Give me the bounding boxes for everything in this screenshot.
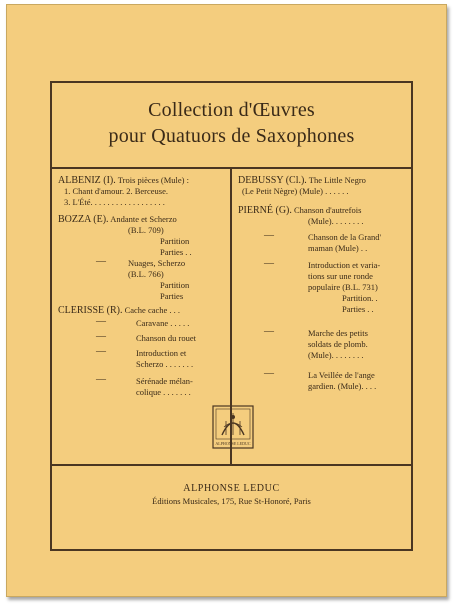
work-part: Partition	[160, 280, 190, 290]
work-title: soldats de plomb.	[308, 339, 368, 349]
publisher-logo-icon	[212, 405, 254, 449]
work-title: The Little Negro	[308, 175, 366, 185]
ditto-dash: —	[96, 316, 106, 327]
work-title: Introduction et varia-	[308, 260, 381, 270]
work-part: Parties	[160, 291, 184, 301]
work-reference: (B.L. 766)	[128, 269, 164, 279]
work-title: Chanson d'autrefois	[294, 205, 362, 215]
work-part: Parties . .	[160, 247, 192, 257]
work-title: La Veillée de l'ange	[308, 370, 375, 380]
work-title: Sérénade mélan-	[136, 376, 193, 386]
work-title: tions sur une ronde	[308, 271, 373, 281]
work-title: gardien. (Mule). . . .	[308, 381, 377, 391]
composer-name: PIERNÉ (G).	[238, 205, 292, 216]
work-title: (Mule). . . . . . . .	[308, 350, 364, 360]
work-title: populaire (B.L. 731)	[308, 282, 378, 292]
work-title: Introduction et	[136, 348, 187, 358]
pierne-entry	[238, 205, 361, 216]
work-title: (Mule). . . . . . . .	[308, 216, 364, 226]
clerisse-entry	[58, 305, 180, 316]
work-title: Nuages, Scherzo	[128, 258, 186, 268]
work-title: Chanson de la Grand'	[308, 232, 382, 242]
work-title: Chanson du rouet	[136, 333, 196, 343]
work-item: 1. Chant d'amour. 2. Berceuse.	[64, 186, 168, 196]
ditto-dash: —	[264, 258, 274, 269]
logo-lettering: ALPHONSE LEDUC	[215, 441, 251, 446]
ditto-dash: —	[96, 331, 106, 342]
score-cover	[6, 4, 447, 597]
work-part: Partition. .	[342, 293, 378, 303]
ditto-dash: —	[96, 374, 106, 385]
composer-name: ALBENIZ (I).	[58, 175, 116, 186]
ditto-dash: —	[264, 368, 274, 379]
collection-subtitle: pour Quatuors de Saxophones	[108, 125, 355, 147]
work-title: Marche des petits	[308, 328, 368, 338]
ditto-dash: —	[264, 326, 274, 337]
composer-name: BOZZA (E).	[58, 214, 109, 225]
work-item: 3. L'Été. . . . . . . . . . . . . . . . . .	[64, 197, 165, 207]
ditto-dash: —	[96, 346, 106, 357]
composer-name: DEBUSSY (Cl.).	[238, 175, 307, 186]
work-title: maman (Mule) . .	[308, 243, 368, 253]
divider-rule	[52, 464, 411, 466]
ditto-dash: —	[264, 230, 274, 241]
debussy-entry	[238, 175, 366, 186]
title-box	[52, 83, 411, 169]
work-title: colique . . . . . . .	[136, 387, 191, 397]
work-part: Parties . .	[342, 304, 374, 314]
work-title: Andante et Scherzo	[110, 214, 177, 224]
work-part: Partition	[160, 236, 190, 246]
bozza-entry	[58, 214, 177, 225]
ditto-dash: —	[96, 256, 106, 267]
publisher-address: Éditions Musicales, 175, Rue St-Honoré, Paris	[152, 496, 311, 506]
work-title: Trois pièces (Mule) :	[117, 175, 189, 185]
collection-title: Collection d'Œuvres	[148, 99, 315, 121]
work-reference: (B.L. 709)	[128, 225, 164, 235]
cover-frame	[50, 81, 413, 551]
work-title: (Le Petit Nègre) (Mule) . . . . . .	[242, 186, 349, 196]
work-title: Cache cache . . .	[124, 305, 181, 315]
publisher-name: ALPHONSE LEDUC	[183, 483, 280, 494]
composer-name: CLERISSE (R).	[58, 305, 123, 316]
work-title: Caravane . . . . .	[136, 318, 190, 328]
albeniz-entry	[58, 175, 189, 186]
work-title: Scherzo . . . . . . .	[136, 359, 194, 369]
